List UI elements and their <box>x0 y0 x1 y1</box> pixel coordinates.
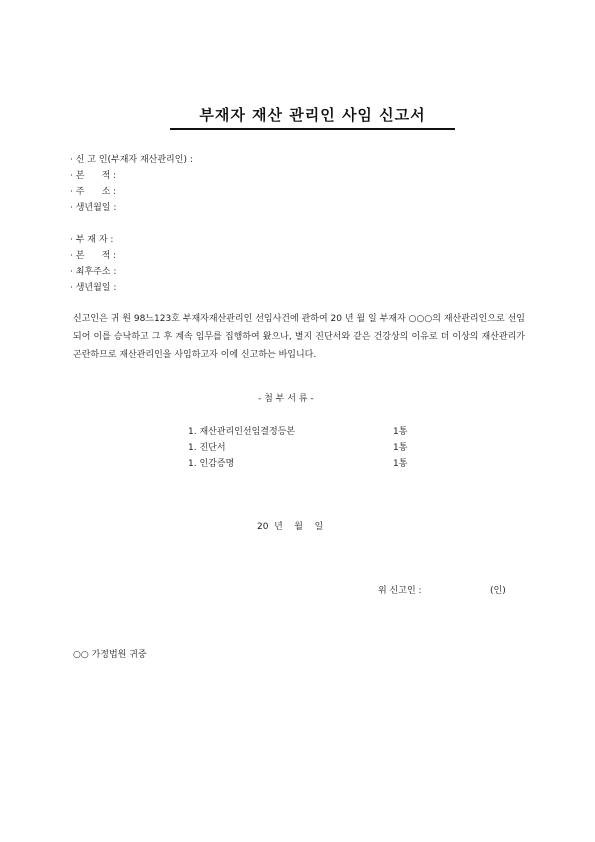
absentee-last-address-field: · 최후주소 : <box>70 267 117 277</box>
attachment-item-name: 1. 재산관리인선임결정등본 <box>188 427 296 437</box>
body-paragraph: 신고인은 귀 원 98느123호 부재자재산관리인 선임사건에 관하여 20 년 월 일 부재자 ○○○의 재산관리인으로 선임되어 이를 승낙하고 그 후 계속 임무를 집행하여 왔으나, 별지 진단서와 같은 건강상의 이유로 더 이상의 재산관리가 곤란하므로 재산관리인을 사임하고자 이에 신고하는 바입니다. <box>73 314 525 360</box>
absentee-name-field: · 부 재 자 : <box>70 235 114 245</box>
attachment-item-count: 1통 <box>393 443 408 453</box>
attachment-item-count: 1통 <box>393 427 408 437</box>
attachment-item-name: 1. 인감증명 <box>188 459 235 469</box>
seal-mark: (인) <box>490 586 506 596</box>
signature-label: 위 신고인 : <box>378 586 422 596</box>
attachment-item-count: 1통 <box>393 459 408 469</box>
title-underline <box>170 128 455 130</box>
document-title: 부재자 재산 관리인 사임 신고서 <box>199 106 426 124</box>
reporter-name-field: · 신 고 인(부재자 재산관리인) : <box>70 155 193 165</box>
absentee-domicile-field: · 본 적 : <box>70 251 117 261</box>
attachment-item-name: 1. 진단서 <box>188 443 226 453</box>
date-line: 20 년 월 일 <box>257 522 324 532</box>
attachments-heading: - 첨 부 서 류 - <box>258 394 314 404</box>
reporter-address-field: · 주 소 : <box>70 187 117 197</box>
reporter-birthdate-field: · 생년월일 : <box>70 203 117 213</box>
addressee: ○○ 가정법원 귀중 <box>73 650 147 660</box>
reporter-domicile-field: · 본 적 : <box>70 171 117 181</box>
absentee-birthdate-field: · 생년월일 : <box>70 283 117 293</box>
